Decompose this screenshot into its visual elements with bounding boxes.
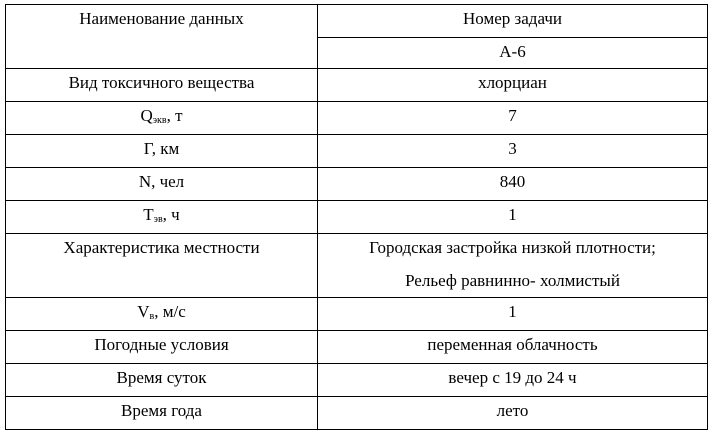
header-task-number-text: Номер задачи [463, 9, 562, 28]
row-label-text: Погодные условия [94, 335, 229, 354]
table-row [6, 201, 708, 234]
row-label [6, 331, 318, 364]
row-value-text: 3 [508, 139, 517, 158]
header-data-name [6, 5, 318, 69]
row-value-text: 7 [508, 106, 517, 125]
row-value [318, 298, 708, 331]
row-label [6, 135, 318, 168]
row-value [318, 201, 708, 234]
row-label [6, 102, 318, 135]
row-value-text: 1 [508, 205, 517, 224]
table-row [6, 397, 708, 430]
table-row [6, 168, 708, 201]
row-value [318, 364, 708, 397]
row-label [6, 298, 318, 331]
row-label-text: Время года [121, 401, 202, 420]
row-value-text: хлорциан [478, 73, 547, 92]
row-label [6, 234, 318, 298]
table-row [6, 102, 708, 135]
row-label [6, 397, 318, 430]
row-label-text: Время суток [116, 368, 207, 387]
row-label-unit: , ч [162, 205, 180, 224]
row-label-subscript: в [149, 311, 155, 322]
row-value [318, 168, 708, 201]
row-label-unit: , м/с [154, 302, 186, 321]
task-id: А-6 [499, 42, 526, 61]
row-value [318, 331, 708, 364]
row-label [6, 364, 318, 397]
row-label [6, 168, 318, 201]
row-label [6, 201, 318, 234]
row-label-unit: , т [166, 106, 183, 125]
row-label-main: Q [140, 106, 153, 125]
table-row [6, 69, 708, 102]
row-value-text: вечер с 19 до 24 ч [448, 368, 577, 387]
header-row [6, 5, 708, 38]
row-value-text: 840 [499, 172, 526, 191]
table-row [6, 234, 708, 298]
table-row [6, 298, 708, 331]
row-value [318, 102, 708, 135]
row-value [318, 135, 708, 168]
header-data-name-text: Наименование данных [79, 9, 244, 28]
table-row [6, 331, 708, 364]
row-label-subscript: экв [152, 115, 167, 126]
table-row [6, 135, 708, 168]
row-value-line1: Городская застройка низкой плотности; [369, 238, 656, 257]
row-value-line2: Рельеф равнинно- холмистый [405, 271, 620, 290]
row-label-text: Характеристика местности [63, 238, 260, 257]
row-label-text: Вид токсичного вещества [68, 73, 255, 92]
row-label-main: V [137, 302, 150, 321]
task-data-table [5, 4, 708, 430]
row-label-text: Г, км [143, 139, 180, 158]
row-value [318, 397, 708, 430]
table-row [6, 364, 708, 397]
row-value-text: переменная облачность [427, 335, 598, 354]
header-task-number [318, 5, 708, 38]
row-value [318, 69, 708, 102]
row-value [318, 234, 708, 298]
row-value-text: лето [496, 401, 529, 420]
row-label [6, 69, 318, 102]
row-label-subscript: эв [153, 214, 163, 225]
row-value-text: 1 [508, 302, 517, 321]
row-label-text: N, чел [138, 172, 185, 191]
row-label-main: T [143, 205, 154, 224]
task-id-cell [318, 38, 708, 69]
